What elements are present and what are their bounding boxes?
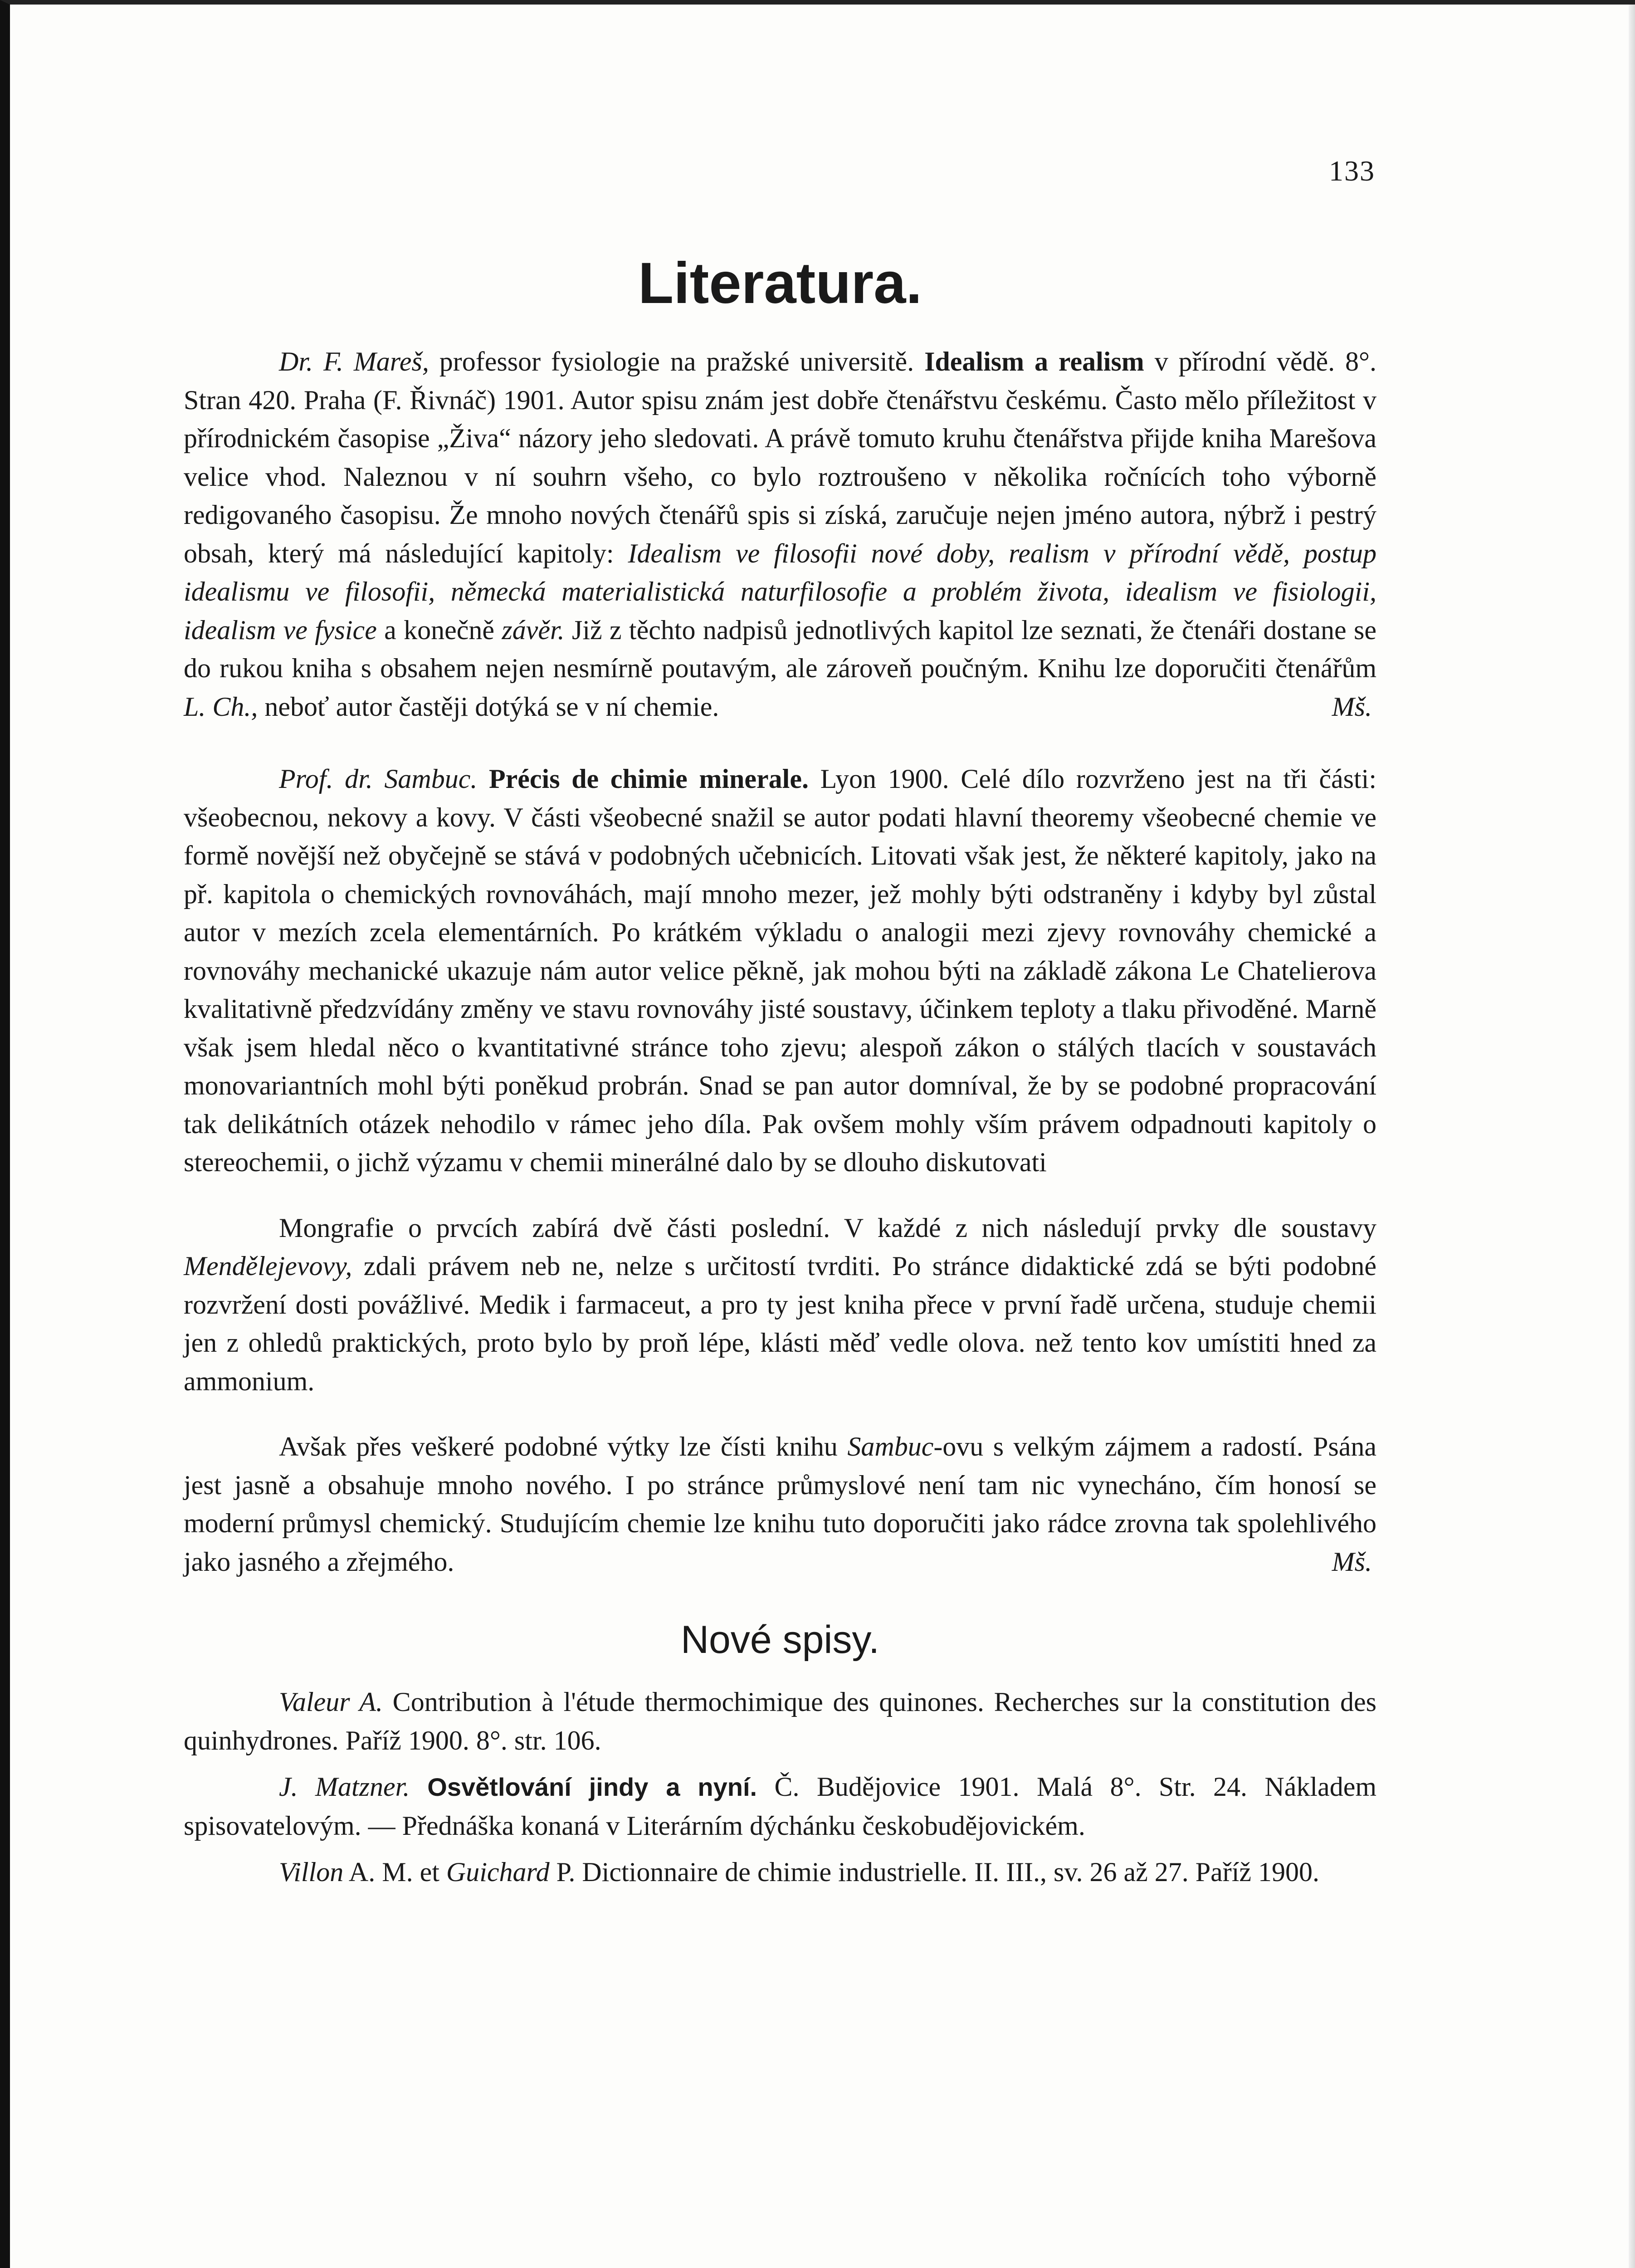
- publication-text: P. Dictionnaire de chimie industrielle. II. III., sv. 26 až 27. Paříž 1900.: [549, 1857, 1319, 1887]
- section-title-nove-spisy: Nové spisy.: [680, 1618, 880, 1662]
- review-sambuc-paragraph-3: [184, 1427, 1376, 1581]
- publication-text: A. M. et: [343, 1857, 446, 1887]
- new-publication-item: [184, 1853, 1376, 1892]
- publication-author: J. Matzner.: [279, 1772, 410, 1802]
- chapter-zaver: závěr.: [502, 615, 565, 645]
- review-text: v přírodní vědě. 8°. Stran 420. Praha (F. Řivnáč) 1901. Autor spisu znám jest dobře čtenářstvu českému. Často mělo příležitost v přírodnickém časopise „Živa“ názory jeho sledovati. A právě tomuto kruhu čtenářstva přijde kniha Marešova velice vhod. Naleznou v ní souhrn všeho, co bylo roztroušeno v několika ročnících toho výborně redigovaného časopisu. Že mnoho nových čtenářů spis si získá, zaručuje nejen jméno autora, nýbrž i pestrý obsah, který má následující kapitoly:: [184, 347, 1377, 568]
- review-text: Mongrafie o prvcích zabírá dvě části poslední. V každé z nich následují prvky dle soustavy: [279, 1212, 1376, 1243]
- page-content: [184, 249, 1376, 1900]
- review-text: Lyon 1900. Celé dílo rozvrženo jest na tři části: všeobecnou, nekovy a kovy. V části všeobecné snažil se autor podati hlavní theoremy všeobecné chemie ve formě novější než obyčejně se stává v podobných učebnicích. Litovati však jest, že některé kapitoly, jako na př. kapitola o chemických rovnováhách, mají mnoho mezer, jež mohly býti odstraněny i kdyby byl zůstal autor v mezích zcela elementárních. Po krátkém výkladu o analogii mezi zjevy rovnováhy chemické a rovnováhy mechanické ukazuje nám autor velice pěkně, jak mohou býti na základě zákona Le Chatelierova kvalitativně předzvídány změny ve stavu rovnováhy jisté soustavy, účinkem teploty a tlaku přivoděné. Marně však jsem hledal něco o kvantitativné stránce toho zjevu; alespoň zákon o stálých tlacích v soustavách monovariantních mohl býti poněkud probrán. Snad se pan autor domníval, že by se podobné propracování tak delikátních otázek nehodilo v rámec jeho díla. Pak ovšem mohly vším právem odpadnouti kapitoly o stereochemii, o jichž výzamu v chemii minerálné dalo by se dlouho diskutovati: [184, 764, 1376, 1177]
- review-text: zdali právem neb ne, nelze s určitostí tvrditi. Po stránce didaktické zdá se býti podobné rozvržení dosti povážlivé. Medik i farmaceut, a pro ty jest kniha přece v první řadě určena, studuje chemii jen z ohledů praktických, proto bylo by proň lépe, klásti měď vedle olova. než tento kov umístiti hned za ammonium.: [184, 1251, 1376, 1396]
- review-sambuc: [184, 760, 1376, 1581]
- section-title-literatura: Literatura.: [638, 251, 922, 316]
- chapter-list: Idealism ve filosofii nové doby, realism v přírodní vědě, postup idealismu ve filosofii, německá materialistická naturfilosofie a problém života, idealism ve fisiologii, idealism ve fysice: [184, 538, 1377, 645]
- signature: Mš.: [1332, 691, 1372, 722]
- review-author: Dr. F. Mareš,: [279, 347, 429, 376]
- new-publication-item: [184, 1683, 1376, 1760]
- review-author: Prof. dr. Sambuc.: [279, 764, 478, 794]
- book-title: Idealism a realism: [924, 347, 1144, 376]
- publication-text: Č. Budějovice 1901. Malá 8°. Str. 24. Nákladem spisovatelovým. — Přednáška konaná v Literárním dýchánku českobudějovickém.: [184, 1772, 1376, 1841]
- review-text: professor fysiologie na pražské universitě.: [429, 347, 925, 376]
- publication-author: Valeur A.: [279, 1687, 383, 1717]
- new-publication-item: [184, 1768, 1376, 1845]
- review-sambuc-paragraph-2: [184, 1209, 1376, 1401]
- publication-text: Contribution à l'étude thermochimique des quinones. Recherches sur la constitution des quinhydrones. Paříž 1900. 8°. str. 106.: [184, 1687, 1376, 1755]
- initials: L. Ch.,: [184, 691, 258, 722]
- review-text: a konečně: [376, 615, 502, 645]
- review-mares: [184, 342, 1376, 726]
- signature: Mš.: [1332, 1546, 1372, 1577]
- person-name: Mendělejevovy,: [184, 1251, 352, 1281]
- person-name: Sambuc: [847, 1432, 934, 1461]
- review-text: -ovu s velkým zájmem a radostí. Psána jest jasně a obsahuje mnoho nového. I po stránce průmyslové není tam nic vynecháno, čím honosí se moderní průmysl chemický. Studujícím chemie lze knihu tuto doporučiti jako rádce zrovna tak spolehlivého jako jasného a zřejmého.: [184, 1432, 1377, 1577]
- publication-title: Osvětlování jindy a nyní.: [410, 1773, 757, 1801]
- book-title: Précis de chimie minerale.: [489, 764, 809, 794]
- review-mares-paragraph: [184, 342, 1376, 726]
- review-sambuc-paragraph: [184, 760, 1376, 1182]
- review-text: neboť autor častěji dotýká se v ní chemie.: [258, 691, 719, 722]
- publication-author: Villon: [279, 1857, 344, 1887]
- page-number: 133: [1329, 155, 1375, 187]
- review-text: Již z těchto nadpisů jednotlivých kapitol lze seznati, že čtenáři dostane se do rukou kniha s obsahem nejen nesmírně poutavým, ale zároveň poučným. Knihu lze doporučiti čtenářům: [184, 615, 1376, 683]
- new-publications-list: [184, 1683, 1376, 1892]
- review-text: Avšak přes veškeré podobné výtky lze čísti knihu: [279, 1432, 848, 1461]
- publication-author: Guichard: [446, 1857, 550, 1887]
